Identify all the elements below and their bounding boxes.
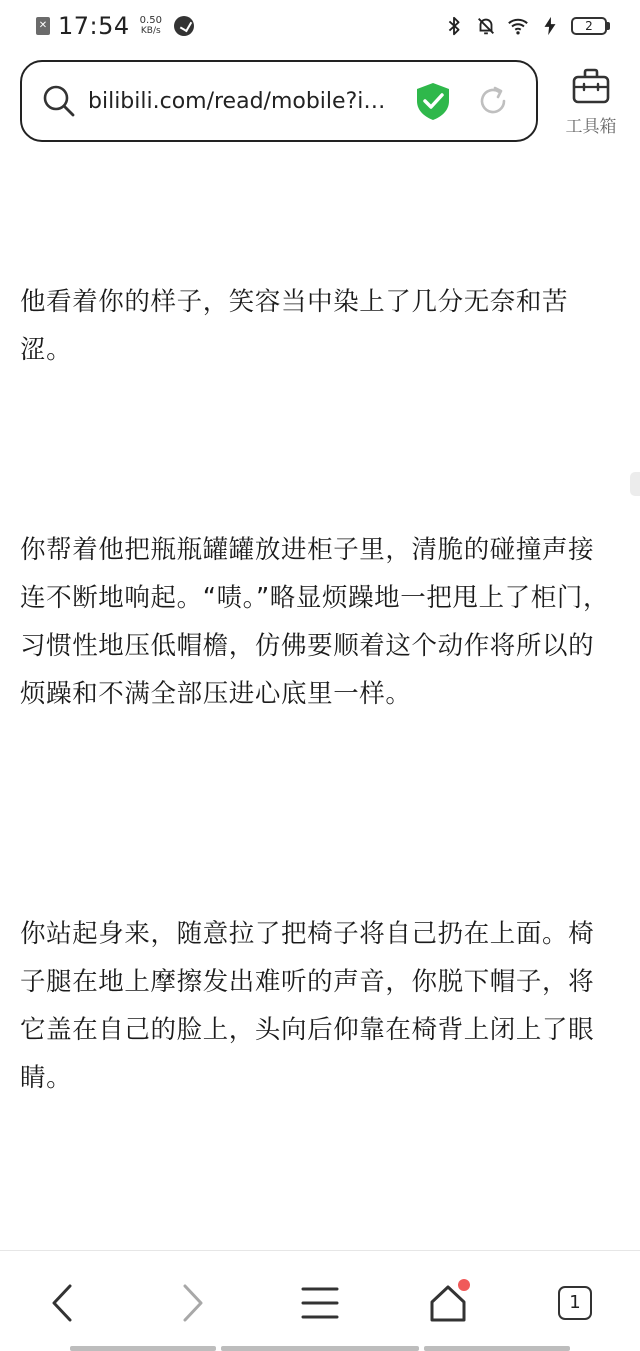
mute-icon: [475, 15, 497, 37]
bottom-nav-bar: [0, 1250, 640, 1351]
menu-icon: [301, 1286, 339, 1320]
bluetooth-icon: [443, 15, 465, 37]
net-speed-unit: KB/s: [140, 26, 161, 36]
battery-level: 2: [571, 17, 607, 35]
tabs-icon: 1: [558, 1286, 592, 1320]
battery-indicator: [571, 16, 610, 36]
forward-button[interactable]: [162, 1273, 222, 1333]
gesture-bar-right: [424, 1346, 570, 1351]
network-speed: [140, 16, 162, 36]
notification-dot: [458, 1279, 470, 1291]
refresh-icon[interactable]: [476, 84, 510, 118]
shield-check-icon[interactable]: [414, 81, 452, 121]
status-time: 17:54: [58, 12, 130, 40]
paragraph-1: 他看着你的样子，笑容当中染上了几分无奈和苦涩。: [20, 287, 569, 365]
charging-icon: [539, 15, 561, 37]
gesture-bar-left: [70, 1346, 216, 1351]
scroll-indicator[interactable]: [630, 472, 640, 496]
message-icon: [174, 16, 194, 36]
gesture-bar-center: [221, 1346, 419, 1351]
back-icon: [48, 1283, 78, 1323]
search-icon: [42, 84, 76, 118]
status-bar: [0, 0, 640, 52]
toolbox-button[interactable]: [556, 66, 626, 142]
forward-icon: [177, 1283, 207, 1323]
menu-button[interactable]: [290, 1273, 350, 1333]
paragraph-3: 你站起身来，随意拉了把椅子将自己扔在上面。椅子腿在地上摩擦发出难听的声音，你脱下帽子，将它盖在自己的脸上，头向后仰靠在椅背上闭上了眼睛。: [20, 919, 595, 1093]
home-button[interactable]: [418, 1273, 478, 1333]
address-bar[interactable]: [20, 60, 538, 142]
notification-blocked-icon: ✕: [36, 17, 50, 35]
url-text[interactable]: bilibili.com/read/mobile?i…: [88, 88, 386, 114]
toolbox-icon: [571, 66, 611, 106]
tabs-button[interactable]: [545, 1273, 605, 1333]
net-speed-value: 0.50: [139, 15, 162, 26]
back-button[interactable]: [33, 1273, 93, 1333]
toolbox-label: 工具箱: [565, 117, 617, 137]
paragraph-2: 你帮着他把瓶瓶罐罐放进柜子里，清脆的碰撞声接连不断地响起。“啧。”略显烦躁地一把甩上了柜门，习惯性地压低帽檐，仿佛要顺着这个动作将所以的烦躁和不满全部压进心底里一样。: [20, 535, 610, 709]
wifi-icon: [507, 15, 529, 37]
